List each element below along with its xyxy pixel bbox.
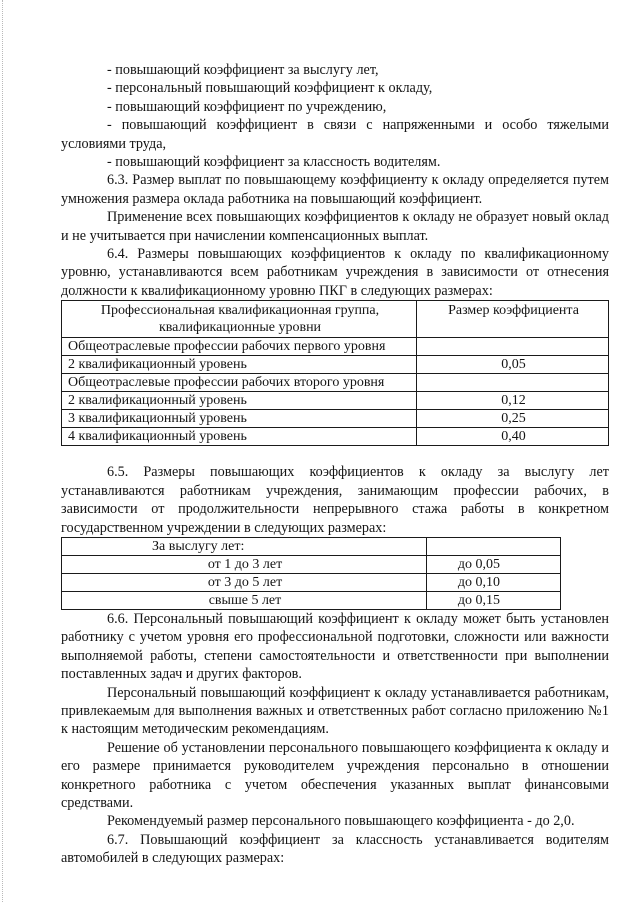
header-empty-cell <box>427 537 561 555</box>
paragraph-recommended: Рекомендуемый размер персонального повышающего коэффициента - до 2,0. <box>107 813 575 830</box>
paragraph-6-5: 6.5. Размеры повышающих коэффициентов к окладу за выслугу лет устанавливаются работникам учреждения, занимающим профессии рабочих, в зависимости от продолжительности непрерывного стажа работы в конкретном государственном учреждении в следующих размерах: <box>61 464 609 536</box>
row-range: от 1 до 3 лет <box>62 555 427 573</box>
row-value: до 0,15 <box>427 591 561 609</box>
row-value: 0,40 <box>417 428 609 446</box>
table-header-row <box>62 537 561 555</box>
table-row <box>62 428 609 446</box>
header-cell: За выслугу лет: <box>62 537 427 555</box>
scan-edge-artifact <box>2 0 3 902</box>
row-label: Общеотраслевые профессии рабочих второго уровня <box>62 374 417 392</box>
seniority-table <box>61 537 561 610</box>
row-value: 0,25 <box>417 410 609 428</box>
header-size-cell: Размер коэффициента <box>417 301 609 338</box>
row-value: 0,05 <box>417 356 609 374</box>
list-item: - повышающий коэффициент в связи с напряженными и особо тяжелыми условиями труда, <box>61 117 609 152</box>
paragraph-personal: Персональный повышающий коэффициент к окладу устанавливается работникам, привлекаемым для выполнения важных и ответственных работ согласно приложению №1 к настоящим методическим рекомендациям. <box>61 684 609 738</box>
paragraph-6-4: 6.4. Размеры повышающих коэффициентов к окладу по квалификационному уровню, устанавливаются всем работникам учреждения в зависимости от отнесения должности к квалификационному уровню ПКГ в следующих размерах: <box>61 246 609 299</box>
table-row <box>62 555 561 573</box>
document-page <box>61 61 609 868</box>
row-value: до 0,10 <box>427 573 561 591</box>
table-row <box>62 392 609 410</box>
table-row <box>62 356 609 374</box>
row-value: до 0,05 <box>427 555 561 573</box>
paragraph-apply: Применение всех повышающих коэффициентов к окладу не образует новый оклад и не учитывается при начислении компенсационных выплат. <box>61 209 609 244</box>
qualification-table <box>61 300 609 446</box>
table-header-row <box>62 301 609 338</box>
table-row <box>62 573 561 591</box>
paragraph-6-6: 6.6. Персональный повышающий коэффициент к окладу может быть установлен работнику с учетом уровня его профессиональной подготовки, сложности или важности выполняемой работы, степени самостоятельности и ответственности при выполнении поставленных задач и других факторов. <box>61 610 609 683</box>
row-label: 3 квалификационный уровень <box>62 410 417 428</box>
paragraph-decision: Решение об установлении персонального повышающего коэффициента к окладу и его размере принимается руководителем учреждения персонально в отношении конкретного работника с учетом обеспечения указанных выплат финансовыми средствами. <box>61 739 609 811</box>
spacer <box>61 446 609 463</box>
table-row <box>62 410 609 428</box>
list-item: - повышающий коэффициент по учреждению, <box>107 98 387 115</box>
row-label: 2 квалификационный уровень <box>62 392 417 410</box>
list-item: - персональный повышающий коэффициент к окладу, <box>107 80 433 97</box>
table-row <box>62 591 561 609</box>
table-row <box>62 338 609 356</box>
coefficients-list <box>61 61 609 171</box>
row-value: 0,12 <box>417 392 609 410</box>
table-row <box>62 374 609 392</box>
list-item: - повышающий коэффициент за классность водителям. <box>107 154 441 171</box>
list-item: - повышающий коэффициент за выслугу лет, <box>107 62 379 78</box>
row-label: 2 квалификационный уровень <box>62 356 417 374</box>
paragraph-6-3: 6.3. Размер выплат по повышающему коэффициенту к окладу определяется путем умножения размера оклада работника на повышающий коэффициент. <box>61 172 609 207</box>
row-range: свыше 5 лет <box>62 591 427 609</box>
paragraph-6-7: 6.7. Повышающий коэффициент за классность устанавливается водителям автомобилей в следующих размерах: <box>61 831 609 867</box>
header-group-cell: Профессиональная квалификационная группа, квалификационные уровни <box>62 301 417 338</box>
row-label: Общеотраслевые профессии рабочих первого уровня <box>62 338 417 356</box>
row-value <box>417 374 609 392</box>
row-range: от 3 до 5 лет <box>62 573 427 591</box>
row-label: 4 квалификационный уровень <box>62 428 417 446</box>
row-value <box>417 338 609 356</box>
